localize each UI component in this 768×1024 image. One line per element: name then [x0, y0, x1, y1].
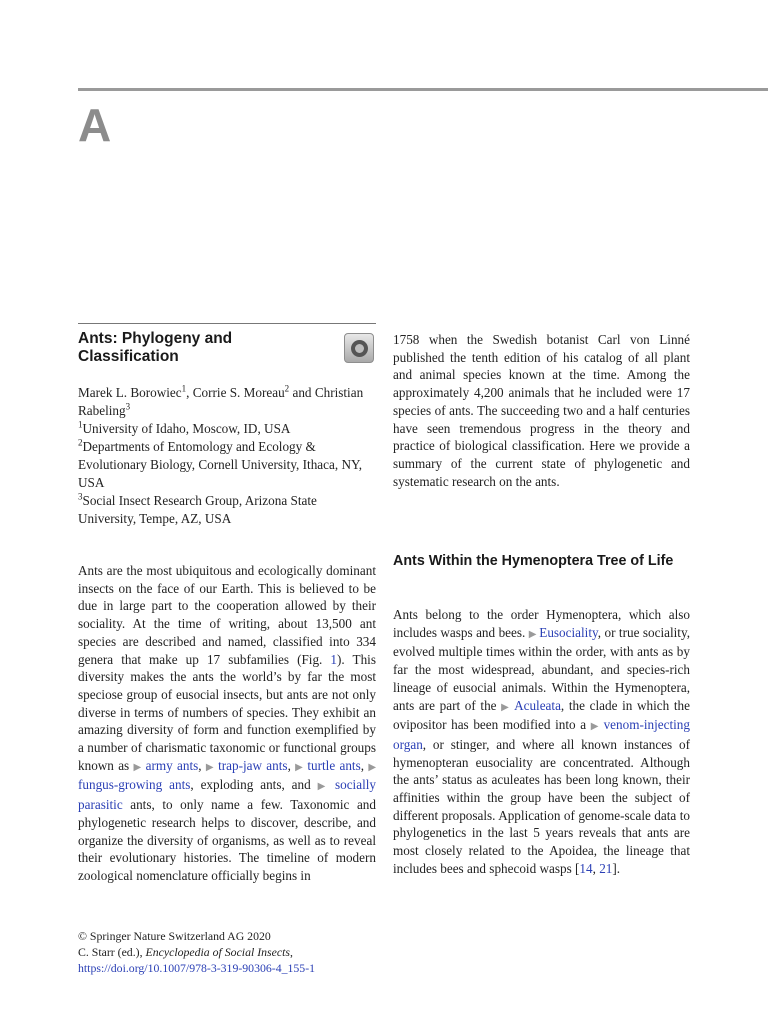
- crossmark-badge-icon[interactable]: [344, 333, 374, 363]
- link-eusociality[interactable]: Eusociality: [539, 624, 598, 640]
- triangle-right-icon: ▶: [368, 761, 377, 773]
- footer: [78, 928, 398, 976]
- affiliation: $^3$Social Insect Research Group, Arizona State University, Tempe, AZ, USA: [78, 491, 317, 526]
- author-names: Marek L. Borowiec$^1$, Corrie S. Moreau$^2$ and Christian Rabeling$^3$: [78, 383, 364, 418]
- link-venom-injecting-organ[interactable]: venom-injecting organ: [393, 717, 690, 752]
- author-block: [78, 384, 376, 528]
- chapter-letter: A: [78, 99, 112, 151]
- intro-column: [78, 562, 376, 885]
- intro-paragraph: Ants are the most ubiquitous and ecologically dominant insects on the face of our Earth. This is believed to be due in large part to the cooperation allowed by their sociality. At the time of writing, about 13,500 ant species are described and named, classified into 334 genera that make up 17 subfamilies (Fig. 1). This diversity makes the ants the world’s by far the most speciose group of eusocial insects, but ants are not only diverse in terms of numbers of species. They exhibit an amazing diversity of form and function exemplified by a number of charismatic taxonomic or functional groups known as ▶ army ants, ▶ trap-jaw ants, ▶ turtle ants, ▶ fungus-growing ants, exploding ants, and ▶ socially parasitic ants, to only name a few. Taxonomic and phylogenetic research helps to discover, describe, and organize the diversity of organisms, as well as to reveal their evolutionary histories. The timeline of modern zoological nomenclature officially begins in: [78, 563, 377, 883]
- affiliation: $^2$Departments of Entomology and Ecology & Evolutionary Biology, Cornell University, Ithaca, NY, USA: [78, 437, 363, 490]
- reference-link[interactable]: 14: [579, 860, 593, 876]
- figure-link[interactable]: 1: [330, 651, 338, 667]
- section-heading: Ants Within the Hymenoptera Tree of Life: [393, 553, 674, 569]
- link-turtle-ants[interactable]: turtle ants: [307, 757, 361, 773]
- author-name: Marek L. Borowiec: [78, 385, 182, 400]
- copyright-line: © Springer Nature Switzerland AG 2020: [78, 929, 271, 943]
- triangle-right-icon: ▶: [295, 761, 308, 773]
- intro-continued-paragraph: 1758 when the Swedish botanist Carl von Linné published the tenth edition of his catalog of all plant and animal species known at the time. Among the approximately 4,200 animals that he included were 17 species of ants. The succeeding two and a half centuries have seen tremendous progress in the theory and practice of biological classification. Here we provide a summary of the current state of phylogenetic and systematic research on the ants.: [393, 332, 690, 489]
- citation-title: Encyclopedia of Social Insects: [145, 945, 290, 959]
- top-rule: [78, 88, 768, 91]
- section-paragraph: Ants belong to the order Hymenoptera, which also includes wasps and bees. ▶ Eusociality, or true sociality, evolved multiple times within the order, with ants as by far the most widespread, abundant, and species-rich lineage of eusocial animals. Within the Hymenoptera, ants are part of the ▶ Aculeata, the clade in which the ovipositor has been modified into a ▶ venom-injecting organ, or stinger, and where all known instances of hymenopteran eusociality are concentrated. Although the ants’ status as aculeates has been long known, their affinities within the group have been the subject of different proposals. Application of genome-scale data to phylogenetics in the last 5 years reveals that ants are most closely related to the Apoidea, the lineage that includes bees and sphecoid wasps [14, 21].: [393, 607, 691, 876]
- doi-link[interactable]: https://doi.org/10.1007/978-3-319-90306-4_155-1: [78, 961, 316, 975]
- triangle-right-icon: ▶: [133, 761, 146, 773]
- triangle-right-icon: ▶: [590, 721, 604, 733]
- citation-line: C. Starr (ed.), Encyclopedia of Social Insects,: [78, 945, 293, 959]
- link-aculeata[interactable]: Aculeata: [514, 697, 561, 713]
- triangle-right-icon: ▶: [528, 628, 540, 640]
- right-intro-column: [393, 331, 690, 490]
- link-army-ants[interactable]: army ants: [145, 757, 199, 773]
- section-body: [393, 606, 690, 878]
- article-title: Ants: Phylogeny and Classification: [78, 330, 233, 365]
- affiliation: $^1$University of Idaho, Moscow, ID, USA: [78, 419, 291, 436]
- triangle-right-icon: ▶: [501, 701, 515, 713]
- triangle-right-icon: ▶: [317, 781, 335, 793]
- link-fungus-growing-ants[interactable]: fungus-growing ants: [78, 777, 191, 793]
- triangle-right-icon: ▶: [205, 761, 219, 773]
- title-rule: [78, 323, 376, 324]
- author-name: Christian Rabeling: [78, 385, 364, 418]
- author-name: Corrie S. Moreau: [192, 385, 285, 400]
- link-trap-jaw-ants[interactable]: trap-jaw ants: [218, 757, 288, 773]
- reference-link[interactable]: 21: [599, 860, 613, 876]
- link-socially-parasitic[interactable]: socially parasitic: [78, 777, 376, 813]
